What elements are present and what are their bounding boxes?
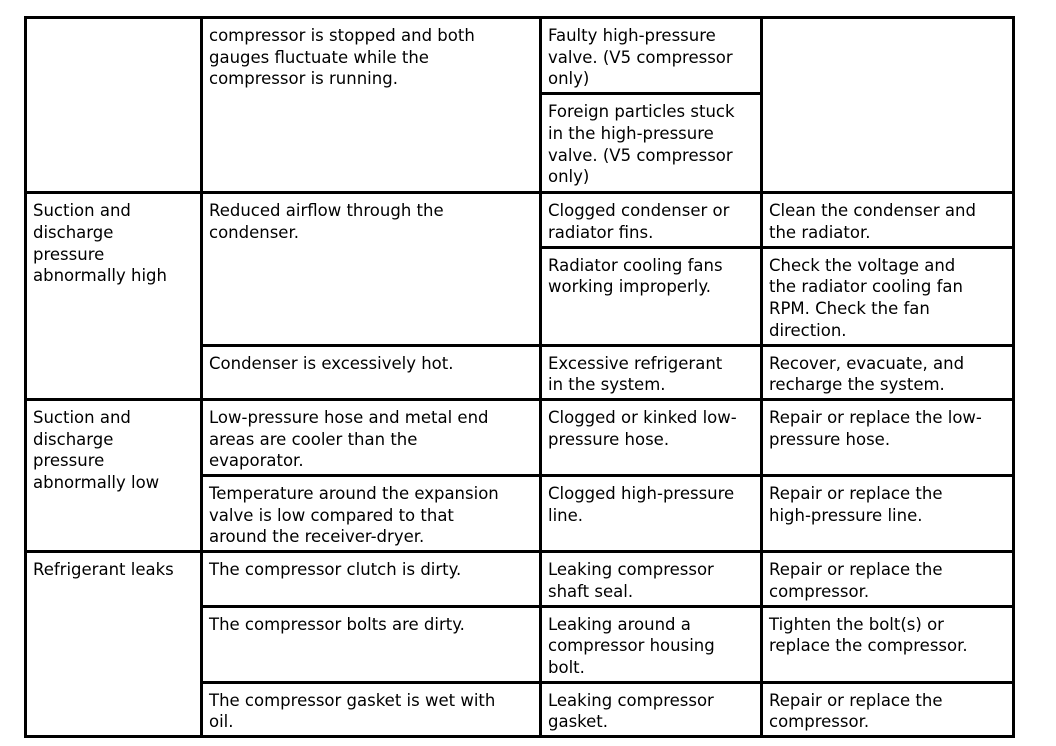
cause-cell: Faulty high-pressure valve. (V5 compressor only) [541,18,762,94]
cause-cell: Foreign particles stuck in the high-pressure valve. (V5 compressor only) [541,94,762,193]
action-cell: Repair or replace the compressor. [762,682,1014,736]
cause-cell: Clogged or kinked low- pressure hose. [541,399,762,475]
action-cell [762,18,1014,193]
symptom-cell [26,18,202,193]
action-cell: Tighten the bolt(s) or replace the compressor. [762,606,1014,682]
symptom-cell: Refrigerant leaks [26,552,202,737]
cause-cell: Leaking compressor shaft seal. [541,552,762,606]
symptom-cell: Suction and discharge pressure abnormally high [26,193,202,400]
condition-cell: Low-pressure hose and metal end areas are cooler than the evaporator. [202,399,541,475]
action-cell: Recover, evacuate, and recharge the system. [762,345,1014,399]
table-row [26,552,1014,606]
condition-cell: Temperature around the expansion valve is low compared to that around the receiver-dryer. [202,476,541,552]
action-cell: Repair or replace the low- pressure hose. [762,399,1014,475]
table-row [26,193,1014,247]
condition-cell: Reduced airflow through the condenser. [202,193,541,345]
condition-cell: The compressor bolts are dirty. [202,606,541,682]
action-cell: Repair or replace the high-pressure line. [762,476,1014,552]
action-cell: Repair or replace the compressor. [762,552,1014,606]
cause-cell: Leaking compressor gasket. [541,682,762,736]
cause-cell: Excessive refrigerant in the system. [541,345,762,399]
troubleshooting-table [24,16,1015,738]
cause-cell: Radiator cooling fans working improperly. [541,247,762,345]
cause-cell: Clogged condenser or radiator fins. [541,193,762,247]
cause-cell: Clogged high-pressure line. [541,476,762,552]
table-row [26,399,1014,475]
action-cell: Clean the condenser and the radiator. [762,193,1014,247]
cause-cell: Leaking around a compressor housing bolt. [541,606,762,682]
condition-cell: Condenser is excessively hot. [202,345,541,399]
table-row [26,18,1014,94]
condition-cell: compressor is stopped and both gauges fluctuate while the compressor is running. [202,18,541,193]
condition-cell: The compressor clutch is dirty. [202,552,541,606]
condition-cell: The compressor gasket is wet with oil. [202,682,541,736]
action-cell: Check the voltage and the radiator cooling fan RPM. Check the fan direction. [762,247,1014,345]
symptom-cell: Suction and discharge pressure abnormally low [26,399,202,551]
